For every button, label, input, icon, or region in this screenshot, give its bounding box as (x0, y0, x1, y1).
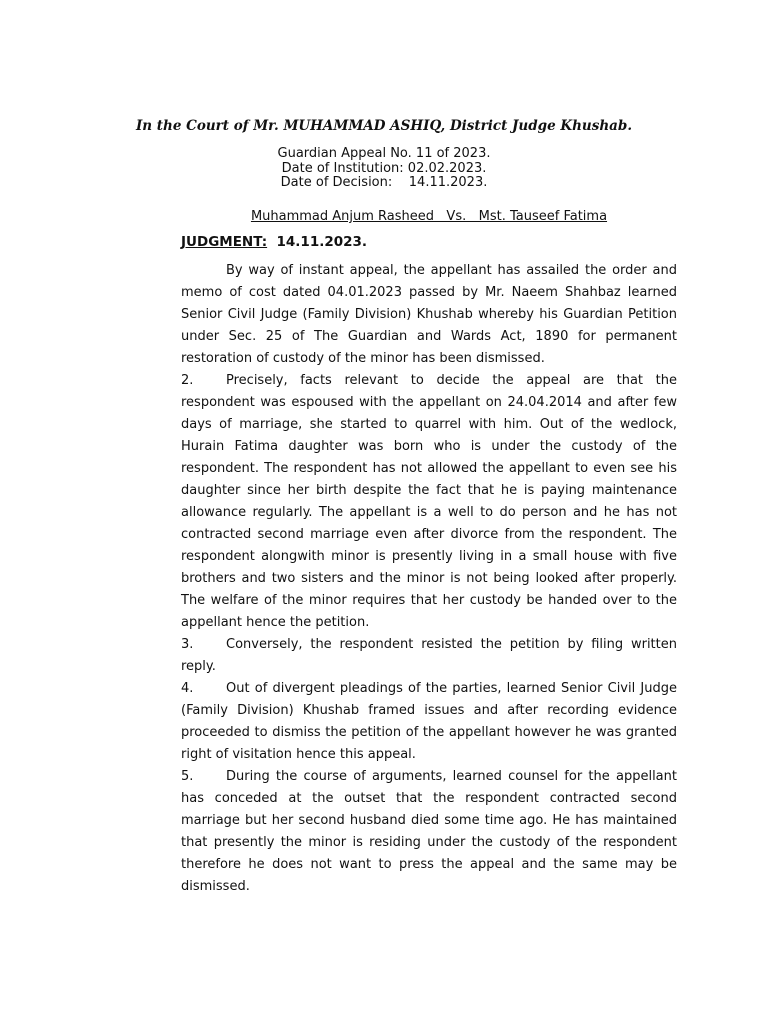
paragraph-number: 2. (181, 373, 194, 388)
paragraph-5 (181, 766, 677, 898)
paragraph-1 (181, 260, 677, 370)
date-of-decision: Date of Decision: 14.11.2023. (280, 175, 488, 190)
court-title: In the Court of Mr. MUHAMMAD ASHIQ, District Judge Khushab. (135, 118, 633, 134)
date-of-institution: Date of Institution: 02.02.2023. (281, 160, 487, 176)
paragraph-text: Precisely, facts relevant to decide the appeal are that the respondent was espoused with the appellant on 24.04.2014 and after few days of marriage, she started to quarrel with him. Out of the wedlock, Hurain Fatima daughter was born who is under the custody of the respondent. The respondent has not allowed the appellant to even see his daughter since her birth despite the fact that he is paying maintenance allowance regularly. The appellant is a well to do person and he has not contracted second marriage even after divorce from the respondent. The respondent alongwith minor is presently living in a small house with five brothers and two sisters and the minor is not being looked after properly. The welfare of the minor requires that her custody be handed over to the appellant hence the petition. (181, 373, 677, 630)
paragraph-number: 5. (181, 769, 194, 784)
paragraph-number: 4. (181, 681, 194, 696)
parties-line (0, 205, 768, 226)
paragraph-text: During the course of arguments, learned counsel for the appellant has conceded at the outset that the respondent contracted second marriage but her second husband died some time ago. He has maintained that presently the minor is residing under the custody of the respondent therefore he does not want to press the appeal and the same may be dismissed. (181, 769, 677, 894)
appeal-number: Guardian Appeal No. 11 of 2023. (277, 146, 491, 161)
paragraph-text: Conversely, the respondent resisted the petition by filing written reply. (181, 637, 677, 674)
paragraph-2 (181, 370, 677, 634)
paragraph-4 (181, 678, 677, 766)
paragraph-3 (181, 634, 677, 678)
paragraph-number: 3. (181, 637, 194, 652)
judgment-label: JUDGMENT: (181, 234, 268, 250)
paragraph-text: By way of instant appeal, the appellant has assailed the order and memo of cost dated 04.01.2023 passed by Mr. Naeem Shahbaz learned Senior Civil Judge (Family Division) Khushab whereby his Guardian Petition under Sec. 25 of The Guardian and Wards Act, 1890 for permanent restoration of custody of the minor has been dismissed. (181, 263, 677, 366)
judgment-heading (181, 233, 367, 251)
case-info (0, 147, 768, 191)
judgment-date: 14.11.2023. (276, 234, 368, 250)
judgment-body (181, 260, 677, 898)
paragraph-text: Out of divergent pleadings of the parties, learned Senior Civil Judge (Family Division) Khushab framed issues and after recording evidence proceeded to dismiss the petition of the appellant however he was granted right of visitation hence this appeal. (181, 681, 677, 762)
parties: Muhammad Anjum Rasheed Vs. Mst. Tauseef Fatima (250, 209, 608, 224)
